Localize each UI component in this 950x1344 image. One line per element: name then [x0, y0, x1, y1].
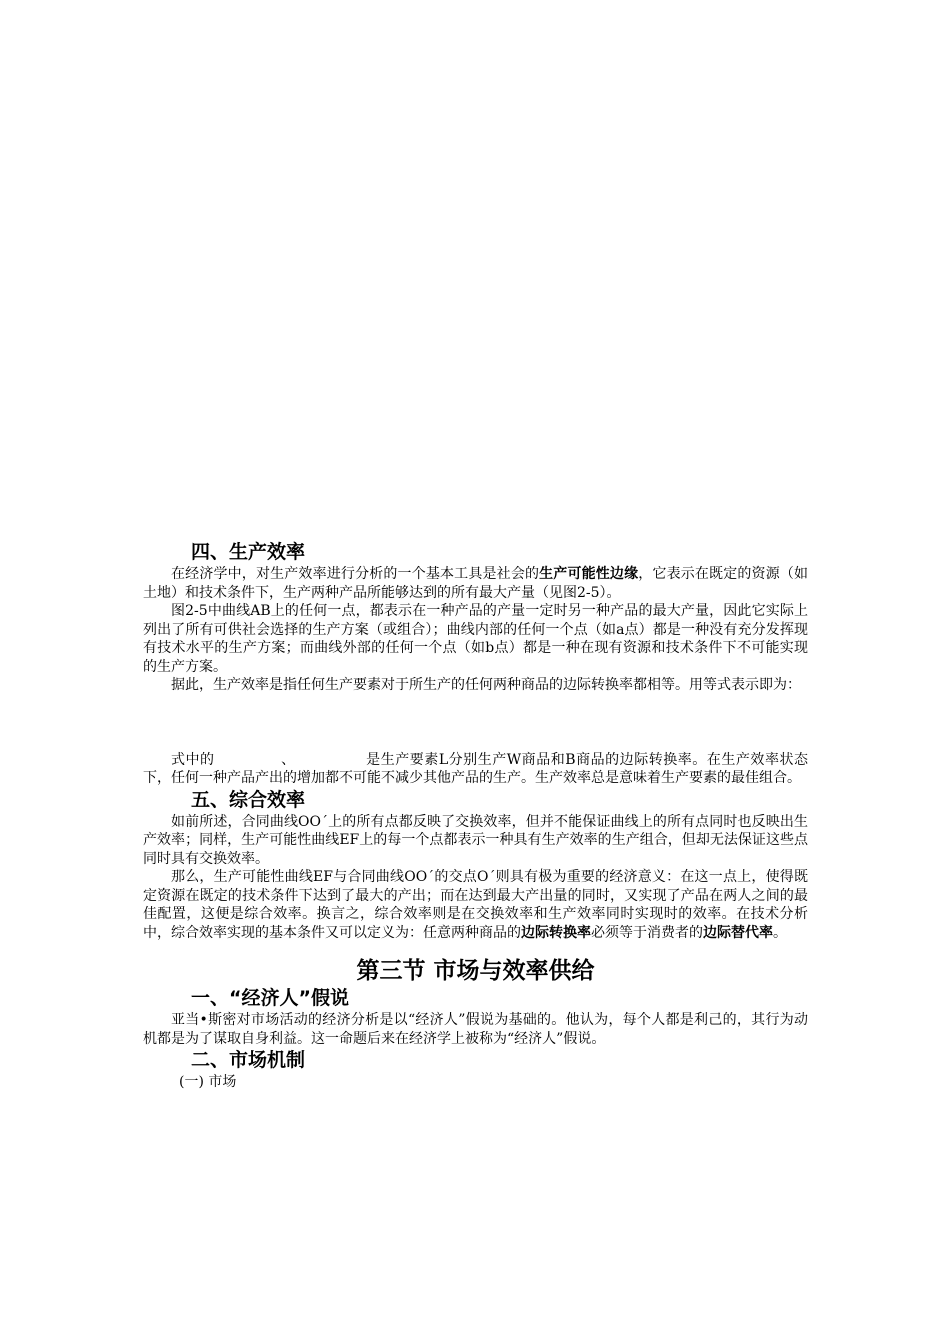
paragraph: 如前所述，合同曲线OO´上的所有点都反映了交换效率，但并不能保证曲线上的所有点同时也反映出生产效率；同样，生产可能性曲线EF上的每一个点都表示一种具有生产效率的生产组合，但却无法保证这些点同时具有交换效率。: [143, 813, 808, 867]
formula-placeholder: [143, 695, 808, 751]
bold-term: 边际替代率: [703, 924, 773, 941]
paragraph-text: 那么，生产可能性曲线EF与合同曲线OO´的交点O´则具有极为重要的经济意义：在这一点上，使得既定资源在既定的技术条件下达到了最大的产出；而在达到最大产出量的同时，又实现了产品在两人之间的最佳配置，这便是综合效率。换言之，综合效率则是在交换效率和生产效率同时实现时的效率。在技术分析中，综合效率实现的基本条件又可以定义为：任意两种商品的: [143, 869, 808, 941]
section-heading-production-efficiency: 四、生产效率: [191, 541, 306, 563]
page-content: [143, 540, 808, 1092]
paragraph: [143, 751, 808, 788]
paragraph-text: 是生产要素L分别生产W商品和B商品的边际转换率。在生产效率状态下，任何一种产品产出的增加都不可能不减少其他产品的生产。生产效率总是意味着生产要素的最佳组合。: [143, 751, 809, 786]
bold-term: 边际转换率: [521, 924, 591, 941]
chapter-heading: 第三节 市场与效率供给: [356, 958, 595, 984]
paragraph-text: 式中的: [171, 751, 215, 768]
section-heading-market-mechanism: 二、市场机制: [191, 1049, 306, 1071]
subsection-label: (一) 市场: [179, 1074, 237, 1090]
paragraph: 亚当•斯密对市场活动的经济分析是以“经济人”假说为基础的。他认为，每个人都是利己的，其行为动机都是为了谋取自身利益。这一命题后来在经济学上被称为“经济人”假说。: [143, 1012, 808, 1047]
section-heading-overall-efficiency: 五、综合效率: [191, 788, 306, 811]
paragraph-text: 必须等于消费者的: [591, 924, 703, 941]
paragraph: [143, 868, 808, 942]
paragraph: 据此，生产效率是指任何生产要素对于所生产的任何两种商品的边际转换率都相等。用等式表示即为：: [171, 677, 801, 693]
section-heading-economic-man: 一、“经济人”假说: [191, 987, 349, 1009]
paragraph-text: 在经济学中，对生产效率进行分析的一个基本工具是社会的: [171, 566, 540, 582]
paragraph: 图2-5中曲线AB上的任何一点，都表示在一种产品的产量一定时另一种产品的最大产量，因此它实际上列出了所有可供社会选择的生产方案（或组合）；曲线内部的任何一个点（如a点）都是一种没有充分发挥现有技术水平的生产方案；而曲线外部的任何一个点（如b点）都是一种在现有资源和技术条件下不可能实现的生产方案。: [143, 603, 808, 675]
paragraph-text: 、: [280, 751, 296, 768]
bold-term: 生产可能性边缘: [539, 566, 639, 582]
paragraph: [143, 565, 808, 602]
paragraph-text: ，它表示在既定的资源（如土地）和技术条件下，生产两种产品所能够达到的所有最大产量（见图2-5）。: [143, 566, 809, 601]
paragraph-text: 。: [773, 924, 787, 941]
